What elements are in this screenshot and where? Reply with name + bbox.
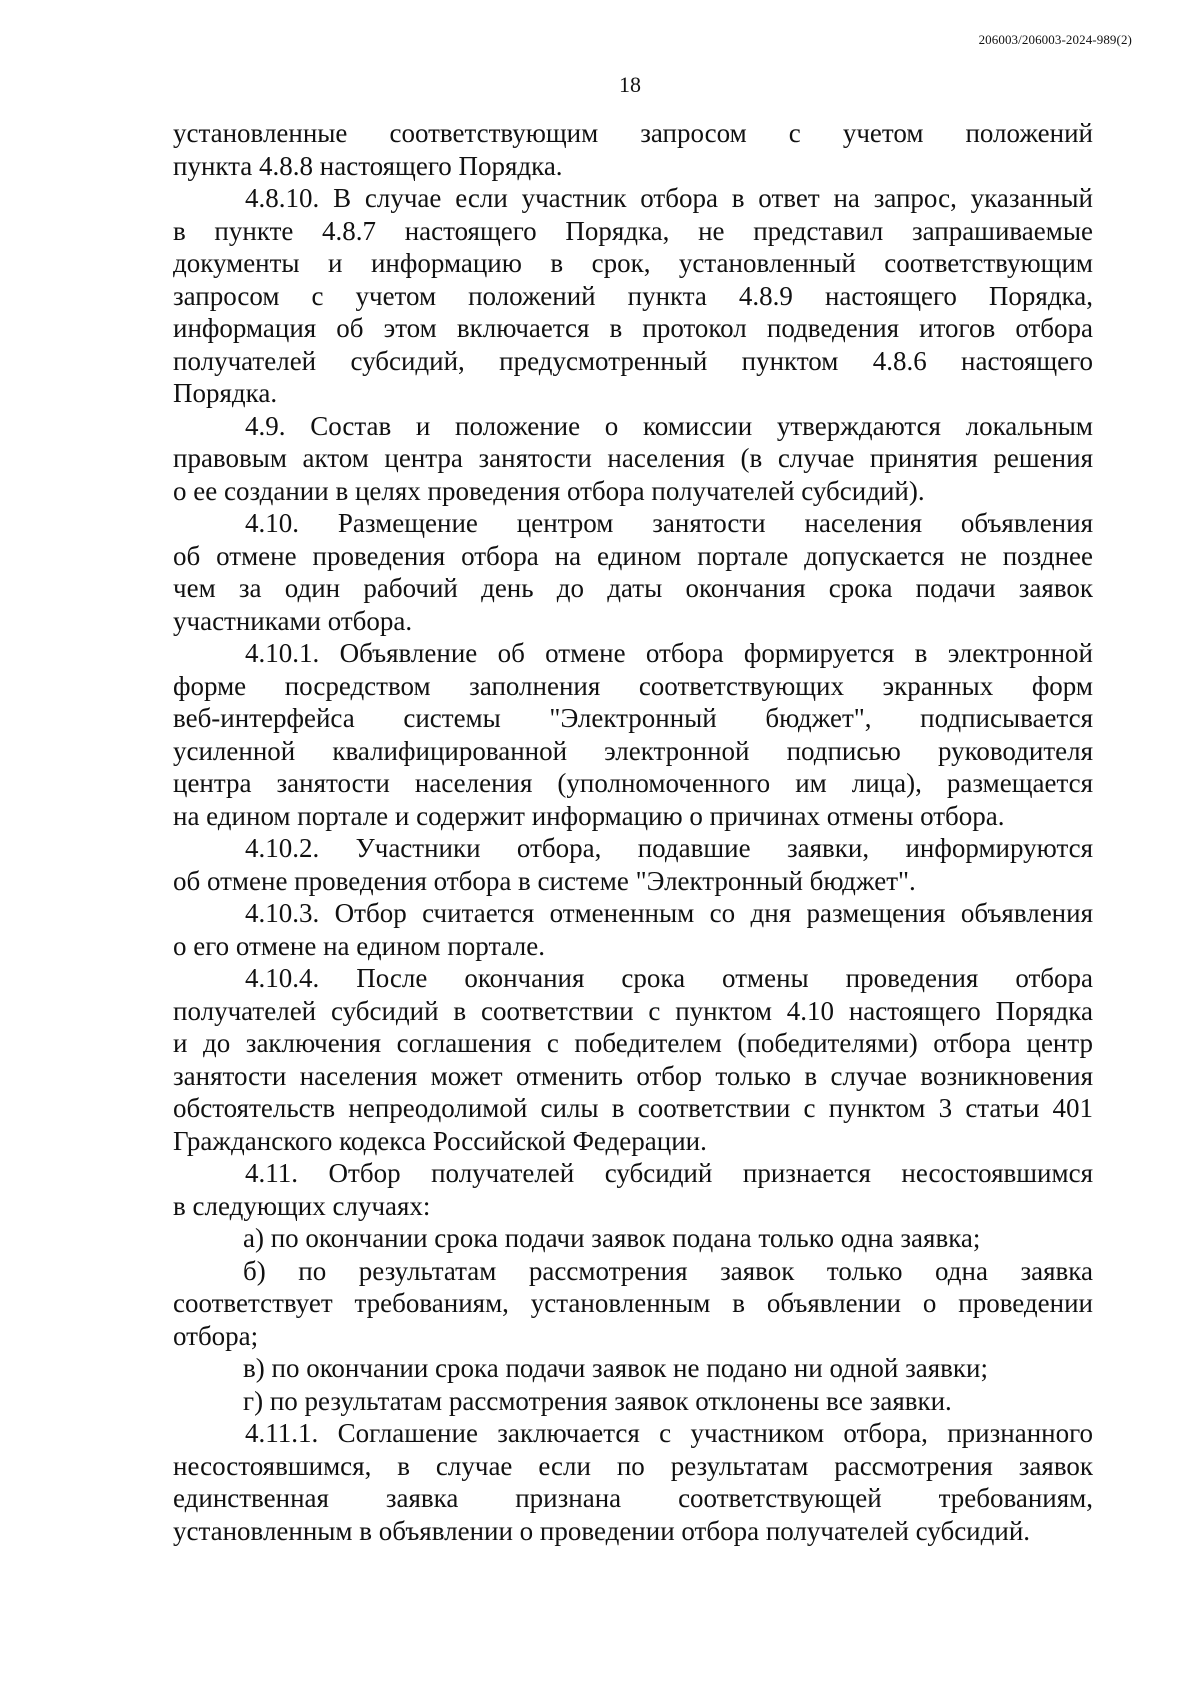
text-line: в) по окончании срока подачи заявок не подано ни одной заявки; — [243, 1353, 988, 1383]
text-line: несостоявшимся, в случае если по результатам рассмотрения заявок — [173, 1450, 1093, 1481]
text-line: в пункте 4.8.7 настоящего Порядка, не представил запрашиваемые — [173, 215, 1093, 246]
text-line: в следующих случаях: — [173, 1190, 431, 1221]
text-line: единственная заявка признана соответствующей требованиям, — [173, 1483, 1093, 1513]
text-line: участниками отбора. — [173, 605, 413, 636]
document-body — [173, 117, 1093, 1547]
text-line: а) по окончании срока подачи заявок подана только одна заявка; — [243, 1223, 981, 1253]
text-line: центра занятости населения (уполномоченного им лица), размещается — [173, 768, 1093, 798]
text-line: информация об этом включается в протокол подведения итогов отбора — [173, 313, 1093, 343]
text-line: об отмене проведения отбора на едином портале допускается не позднее — [173, 540, 1093, 571]
text-line: б) по результатам рассмотрения заявок только одна заявка — [243, 1255, 1093, 1286]
text-line: 4.10.4. После окончания срока отмены проведения отбора — [245, 963, 1093, 993]
text-line: усиленной квалифицированной электронной подписью руководителя — [173, 735, 1093, 766]
text-line: 4.10. Размещение центром занятости населения объявления — [245, 508, 1093, 538]
text-line: о ее создании в целях проведения отбора получателей субсидий). — [173, 475, 925, 506]
text-line: 4.10.3. Отбор считается отмененным со дня размещения объявления — [245, 898, 1093, 928]
text-line: на едином портале и содержит информацию о причинах отмены отбора. — [173, 800, 1005, 831]
text-line: правовым актом центра занятости населения (в случае принятия решения — [173, 443, 1093, 473]
text-line: 4.9. Состав и положение о комиссии утверждаются локальным — [245, 410, 1093, 441]
text-line: 4.11. Отбор получателей субсидий признается несостоявшимся — [245, 1158, 1093, 1188]
text-line: Гражданского кодекса Российской Федерации. — [173, 1125, 707, 1156]
text-line: обстоятельств непреодолимой силы в соответствии с пунктом 3 статьи 401 — [173, 1093, 1093, 1123]
text-line: пункта 4.8.8 настоящего Порядка. — [173, 150, 563, 181]
text-line: об отмене проведения отбора в системе "Электронный бюджет". — [173, 865, 916, 896]
text-line: получателей субсидий, предусмотренный пунктом 4.8.6 настоящего — [173, 345, 1093, 376]
text-line: отбора; — [173, 1320, 259, 1351]
text-line: запросом с учетом положений пункта 4.8.9 настоящего Порядка, — [173, 280, 1093, 311]
text-line: о его отмене на едином портале. — [173, 930, 546, 961]
document-id: 206003/206003-2024-989(2) — [978, 32, 1132, 47]
text-line: 4.10.1. Объявление об отмене отбора формируется в электронной — [245, 638, 1093, 668]
text-line: веб-интерфейса системы "Электронный бюджет", подписывается — [173, 703, 1093, 733]
text-line: 4.11.1. Соглашение заключается с участником отбора, признанного — [245, 1418, 1093, 1448]
text-line: чем за один рабочий день до даты окончания срока подачи заявок — [173, 573, 1093, 603]
text-line: установленные соответствующим запросом с учетом положений — [173, 118, 1093, 148]
text-line: занятости населения может отменить отбор только в случае возникновения — [173, 1060, 1093, 1091]
text-line: получателей субсидий в соответствии с пунктом 4.10 настоящего Порядка — [173, 995, 1093, 1026]
text-line: установленным в объявлении о проведении отбора получателей субсидий. — [173, 1515, 1031, 1546]
text-line: и до заключения соглашения с победителем (победителями) отбора центр — [173, 1028, 1093, 1058]
page-number: 18 — [619, 72, 641, 97]
text-line: 4.10.2. Участники отбора, подавшие заявки, информируются — [245, 833, 1093, 863]
text-line: г) по результатам рассмотрения заявок отклонены все заявки. — [243, 1385, 952, 1416]
text-line: форме посредством заполнения соответствующих экранных форм — [173, 670, 1093, 701]
text-line: 4.8.10. В случае если участник отбора в ответ на запрос, указанный — [245, 183, 1093, 213]
text-line: соответствует требованиям, установленным в объявлении о проведении — [173, 1288, 1093, 1318]
text-line: Порядка. — [173, 378, 278, 408]
text-line: документы и информацию в срок, установленный соответствующим — [173, 248, 1093, 278]
